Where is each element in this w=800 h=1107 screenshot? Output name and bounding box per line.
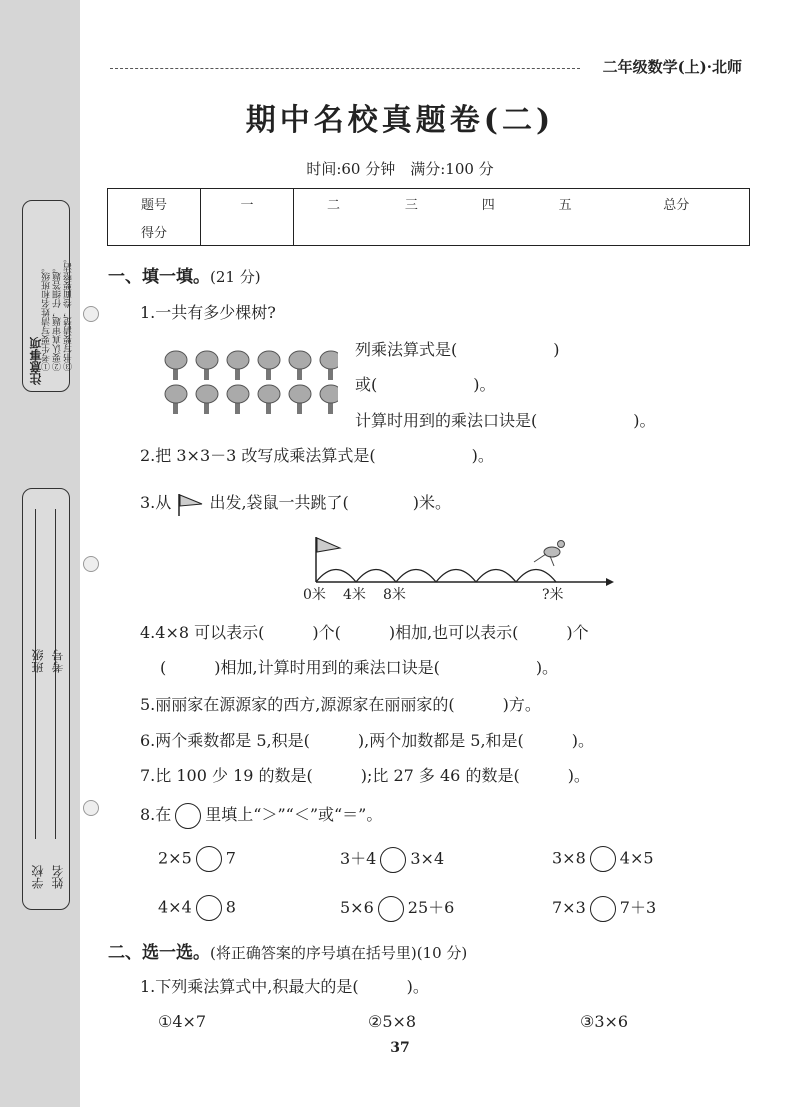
score-cell[interactable]	[201, 217, 294, 246]
nl-label-0: 0米	[303, 587, 326, 603]
q1-line2: 或( )。	[355, 375, 496, 394]
student-info-box	[22, 488, 70, 910]
nl-label-unknown: ?米	[542, 587, 564, 603]
name-label: 姓名	[51, 865, 65, 889]
compare-item: 2×5 7	[158, 846, 236, 872]
exam-no-label: 考号	[51, 649, 65, 673]
q2: 2.把 3×3－3 改写成乘法算式是( )。	[140, 446, 494, 465]
q4-line1: 4.4×8 可以表示( )个( )相加,也可以表示( )个	[140, 623, 589, 642]
answer-circle[interactable]	[590, 846, 616, 872]
option-1: ①4×7	[158, 1012, 207, 1031]
notice-title: 注意事项	[29, 337, 43, 385]
col-total: 总分	[604, 189, 750, 218]
answer-circle[interactable]	[196, 895, 222, 921]
school-line[interactable]	[35, 509, 36, 839]
notice-item-1: ①考生要写清姓名和班级。	[42, 263, 52, 371]
answer-circle[interactable]	[590, 896, 616, 922]
binding-hole	[83, 306, 99, 322]
tree-icon	[227, 351, 249, 380]
notice-box	[22, 200, 74, 392]
q1-line3: 计算时用到的乘法口诀是( )。	[355, 411, 656, 430]
q8: 8.在 里填上“＞”“＜”或“＝”。	[140, 802, 382, 829]
class-label: 班级	[31, 649, 45, 673]
col-3: 三	[373, 189, 450, 218]
tree-icon	[320, 385, 338, 414]
q6: 6.两个乘数都是 5,积是( ),两个加数都是 5,和是( )。	[140, 731, 595, 750]
binding-hole	[83, 800, 99, 816]
flag-icon	[317, 538, 340, 552]
tree-icon	[258, 385, 280, 414]
tree-icon	[196, 351, 218, 380]
col-2: 二	[294, 189, 373, 218]
flag-icon	[176, 492, 204, 516]
row-label-score: 得分	[108, 217, 201, 246]
compare-item: 5×6 25＋6	[340, 895, 454, 922]
q1-line1: 列乘法算式是( )	[355, 340, 560, 359]
answer-circle[interactable]	[378, 896, 404, 922]
tree-icon	[289, 385, 311, 414]
page-title: 期中名校真题卷(二)	[245, 103, 555, 138]
binding-hole	[83, 556, 99, 572]
tree-icon	[227, 385, 249, 414]
kangaroo-icon	[534, 541, 565, 567]
q1-stem: 1.一共有多少棵树?	[140, 303, 276, 322]
s2-q1: 1.下列乘法算式中,积最大的是( )。	[140, 977, 429, 996]
q4-line2: ( )相加,计算时用到的乘法口诀是( )。	[160, 658, 559, 677]
answer-circle[interactable]	[175, 803, 201, 829]
option-3: ③3×6	[580, 1012, 629, 1031]
name-line[interactable]	[55, 509, 56, 839]
notice-item-3: ③书写要清楚，卷面要整洁。	[64, 254, 74, 371]
school-label: 学校	[31, 865, 45, 889]
section-1-heading: 一、填一填。(21 分)	[108, 267, 261, 287]
compare-item: 3×8 4×5	[552, 846, 654, 872]
tree-icon	[289, 351, 311, 380]
header-dash-line	[110, 68, 580, 69]
trees-illustration	[158, 346, 338, 416]
book-header: 二年级数学(上)·北师	[602, 58, 742, 76]
answer-circle[interactable]	[380, 847, 406, 873]
q7: 7.比 100 少 19 的数是( );比 27 多 46 的数是( )。	[140, 766, 590, 785]
option-2: ②5×8	[368, 1012, 417, 1031]
col-1: 一	[201, 189, 294, 218]
tree-icon	[165, 385, 187, 414]
tree-icon	[320, 351, 338, 380]
compare-item: 7×3 7＋3	[552, 895, 656, 922]
nl-label-4: 4米	[343, 587, 366, 603]
row-label-number: 题号	[108, 189, 201, 218]
notice-item-2: ②要认真审题，仔细答题。	[53, 263, 63, 371]
exam-info: 时间:60 分钟 满分:100 分	[306, 160, 494, 178]
q3: 3.从 出发,袋鼠一共跳了( )米。	[140, 490, 451, 516]
col-4: 四	[450, 189, 527, 218]
compare-item: 3＋4 3×4	[340, 846, 444, 873]
page-number: 37	[390, 1040, 410, 1056]
section-2-heading: 二、选一选。(将正确答案的序号填在括号里)(10 分)	[108, 943, 468, 963]
nl-label-8: 8米	[383, 587, 406, 603]
score-cell[interactable]	[294, 217, 750, 246]
col-5: 五	[527, 189, 604, 218]
score-table	[107, 188, 750, 246]
tree-icon	[196, 385, 218, 414]
compare-item: 4×4 8	[158, 895, 236, 921]
q5: 5.丽丽家在源源家的西方,源源家在丽丽家的( )方。	[140, 695, 541, 714]
answer-circle[interactable]	[196, 846, 222, 872]
tree-icon	[258, 351, 280, 380]
tree-icon	[165, 351, 187, 380]
